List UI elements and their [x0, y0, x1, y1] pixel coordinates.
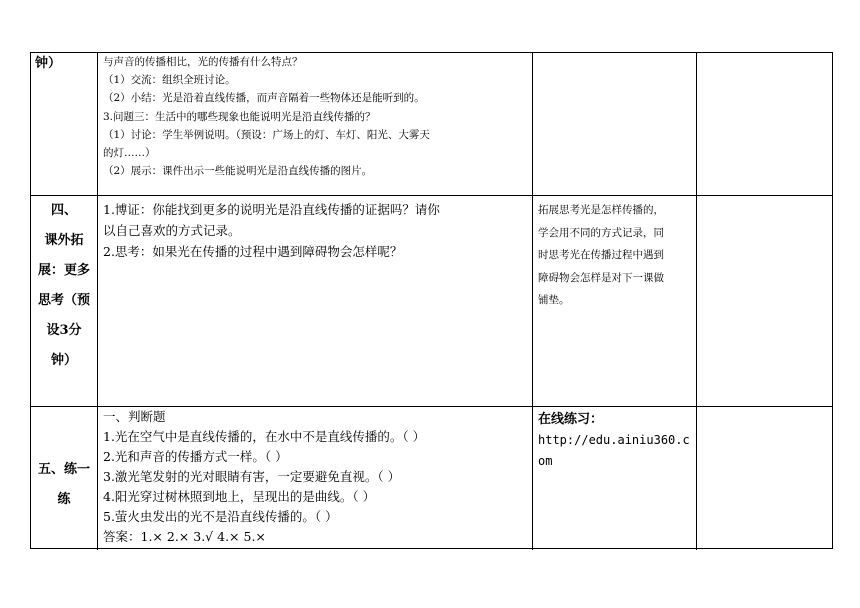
- table-row: [31, 407, 832, 550]
- stage-cell: [31, 53, 98, 195]
- content-line: 3.激光笔发射的光对眼睛有害，一定要避免直视。（ ）: [103, 469, 401, 484]
- note-cell: [533, 196, 697, 406]
- stage-label: 钟）: [35, 56, 62, 71]
- note-line: 铺垫。: [538, 294, 570, 306]
- online-practice-link[interactable]: http://edu.ainiu360.c: [538, 433, 690, 447]
- stage-label: 练: [57, 492, 71, 507]
- stage-label: 五、练一: [37, 462, 90, 477]
- content-cell: [98, 407, 533, 550]
- content-line: 与声音的传播相比，光的传播有什么特点？: [103, 56, 303, 68]
- content-line: 5.萤火虫发出的光不是沿直线传播的。（ ）: [103, 509, 338, 524]
- note-cell: [533, 53, 697, 195]
- content-cell: [98, 53, 533, 195]
- stage-cell: [31, 196, 98, 406]
- content-line: 以自己喜欢的方式记录。: [103, 223, 241, 238]
- stage-label: 展：更多: [37, 263, 90, 278]
- stage-label: 思考（预: [37, 293, 90, 308]
- stage-label: 课外拓: [44, 233, 84, 248]
- content-line: （1）讨论：学生举例说明。（预设：广场上的灯、车灯、阳光、大雾天: [103, 128, 430, 141]
- stage-label: 四、: [50, 203, 77, 218]
- content-cell: [98, 196, 533, 406]
- lesson-plan-table: [30, 52, 833, 549]
- content-line: 4.阳光穿过树林照到地上，呈现出的是曲线。（ ）: [103, 489, 376, 504]
- content-line: 的灯……）: [103, 147, 156, 160]
- content-line: （2）小结：光是沿着直线传播，而声音隔着一些物体还是能听到的。: [103, 92, 425, 105]
- content-line: （1）交流：组织全班讨论。: [103, 74, 236, 87]
- note-line: 障碍物会怎样是对下一课做: [538, 271, 664, 284]
- content-line: 1.博证：你能找到更多的说明光是沿直线传播的证据吗？请你: [103, 202, 440, 217]
- note-cell: [533, 407, 697, 550]
- content-line: 2.思考：如果光在传播的过程中遇到障碍物会怎样呢？: [103, 244, 403, 259]
- stage-label: 钟）: [50, 353, 77, 368]
- note-line: 拓展思考光是怎样传播的，: [538, 204, 664, 216]
- online-practice-link[interactable]: om: [538, 454, 553, 468]
- content-line: 一、判断题: [103, 409, 166, 424]
- table-row: [31, 196, 832, 407]
- table-row: [31, 53, 832, 196]
- extra-cell: [697, 196, 834, 406]
- stage-cell: [31, 407, 98, 550]
- content-line: （2）展示：课件出示一些能说明光是沿直线传播的图片。: [103, 165, 373, 178]
- content-line: 2.光和声音的传播方式一样。（ ）: [103, 449, 288, 464]
- answer-line: 答案：1.× 2.× 3.√ 4.× 5.×: [103, 529, 266, 544]
- content-line: 1.光在空气中是直线传播的，在水中不是直线传播的。（ ）: [103, 429, 426, 444]
- content-line: 3.问题三：生活中的哪些现象也能说明光是沿直线传播的？: [103, 110, 376, 123]
- extra-cell: [697, 53, 834, 195]
- online-practice-title: 在线练习：: [538, 412, 604, 427]
- stage-label: 设3分: [46, 323, 82, 338]
- note-line: 时思考光在传播过程中遇到: [538, 249, 664, 261]
- note-line: 学会用不同的方式记录，同: [538, 226, 664, 239]
- extra-cell: [697, 407, 834, 550]
